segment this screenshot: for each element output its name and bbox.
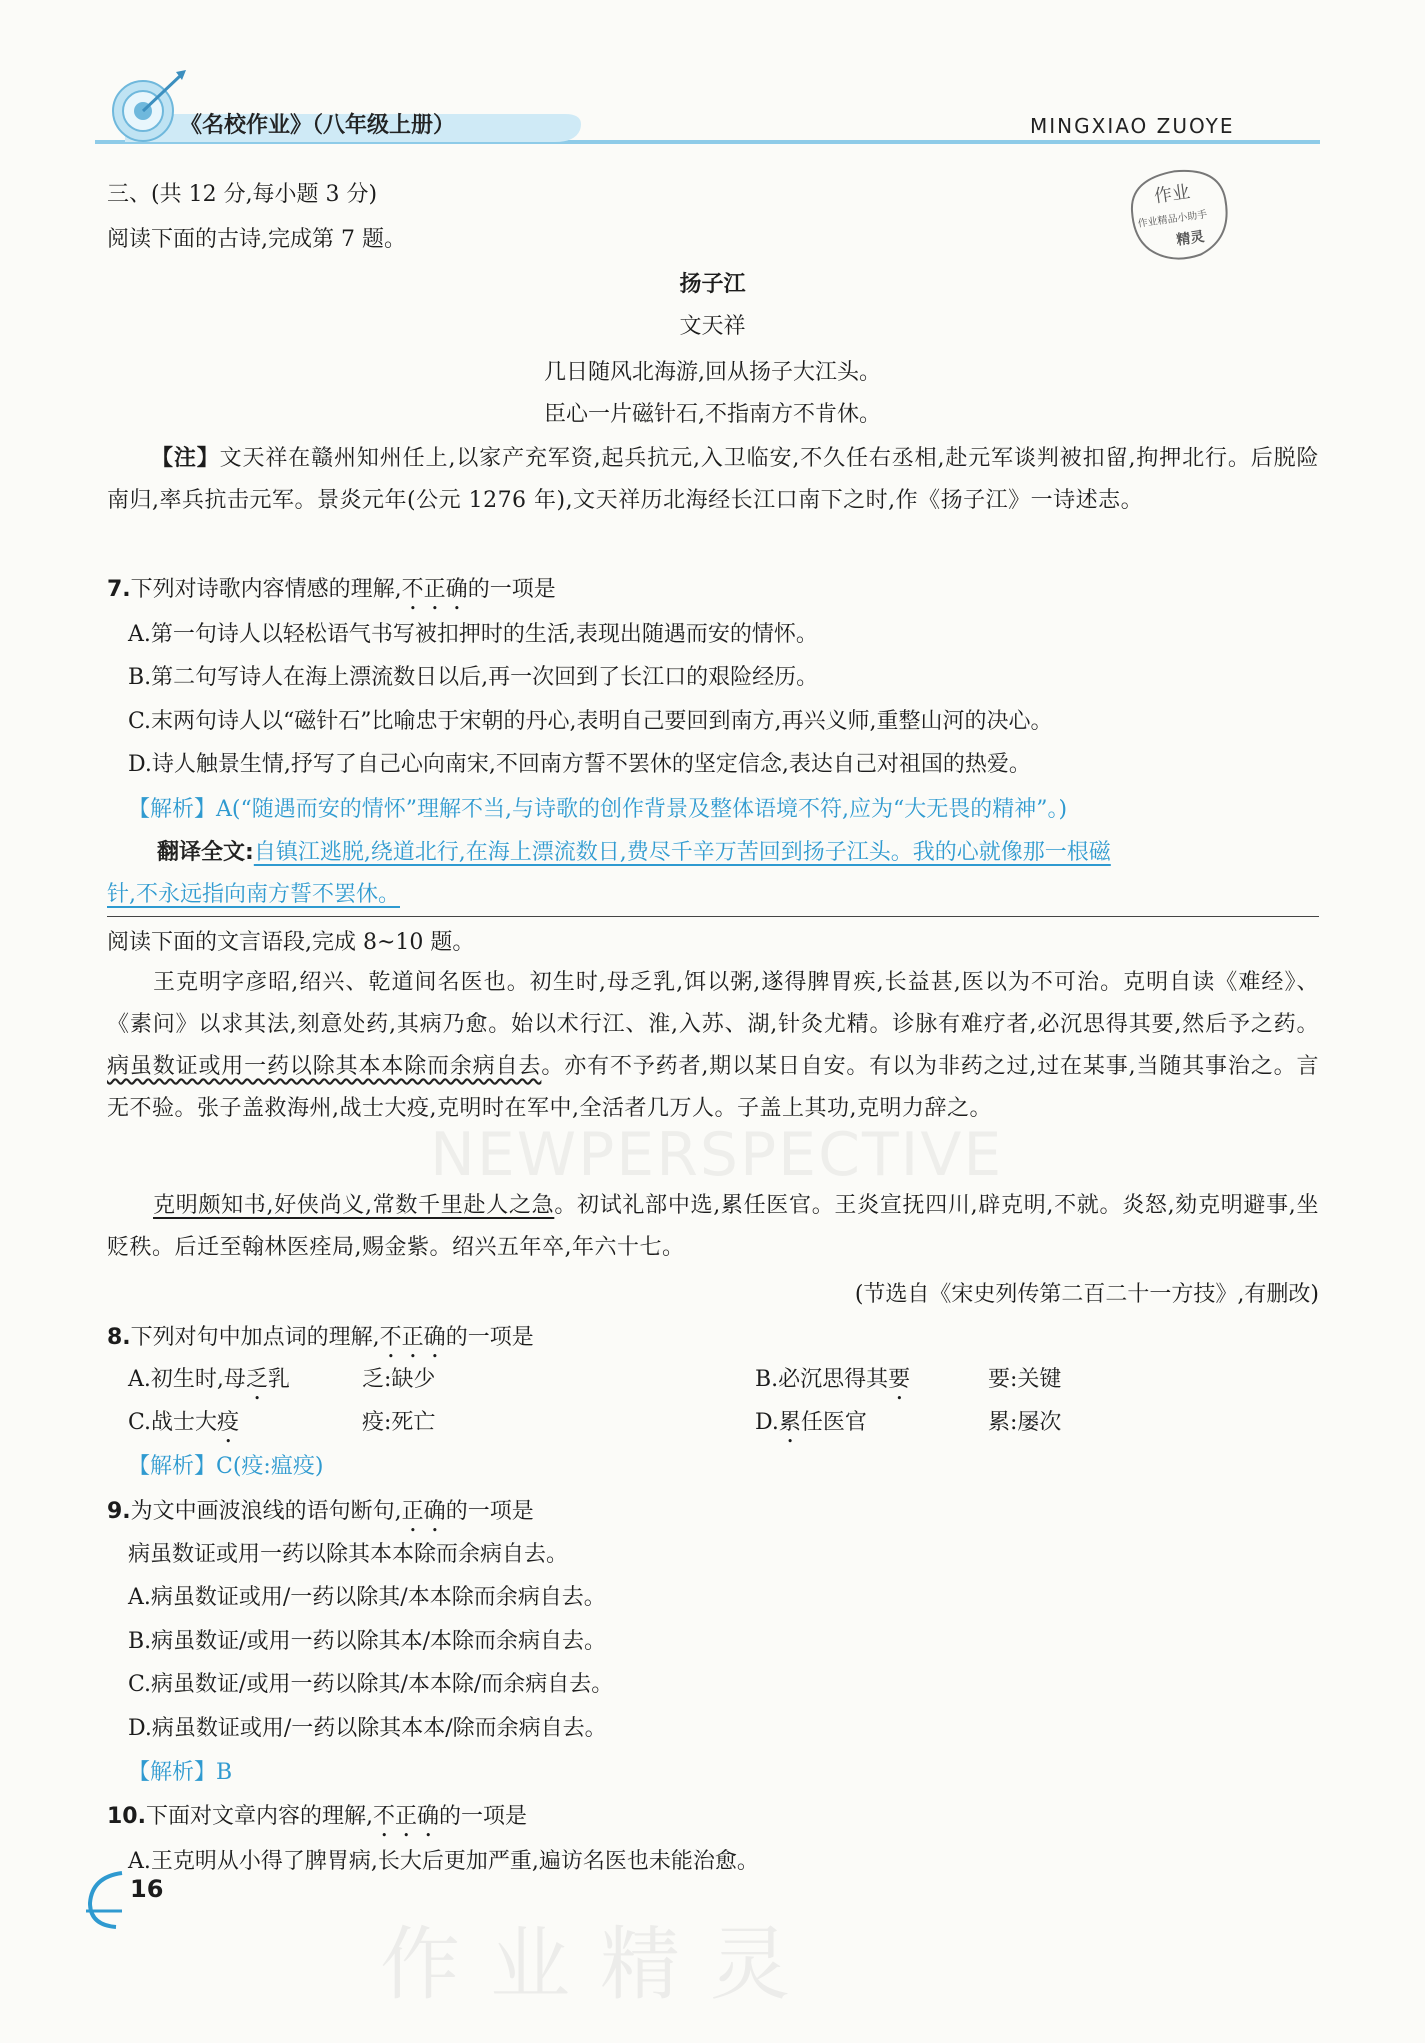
q10-number: 10.	[107, 1804, 146, 1829]
translation-line-1	[157, 838, 1111, 868]
underlined-sentence: 克明颇知书,好侠尚义,常数千里赴人之急	[153, 1193, 555, 1218]
q7-option-a: A.第一句诗人以轻松语气书写被扣押时的生活,表现出随遇而安的情怀。	[128, 622, 818, 647]
page-number: 16	[130, 1875, 164, 1903]
emphasis-dots: 不正确	[379, 1325, 446, 1350]
emphasis-dots: 不正确	[372, 1804, 439, 1829]
stamp-bottom: 精灵	[1175, 228, 1206, 249]
q8-option-d: D.累任医官	[755, 1410, 867, 1435]
watermark-chars: 作业精灵	[380, 1918, 820, 2011]
q10-option-a: A.王克明从小得了脾胃病,长大后更加严重,遍访名医也未能治愈。	[128, 1849, 759, 1874]
header-title: 《名校作业》（八年级上册）	[180, 113, 456, 138]
q8-gloss-c: 疫:死亡	[362, 1410, 436, 1435]
poem-author: 文天祥	[679, 314, 746, 339]
stamp-top: 作业	[1152, 181, 1192, 208]
q9-option-a: A.病虽数证或用/一药以除其/本本除而余病自去。	[128, 1585, 606, 1610]
poem-line-1: 几日随风北海游,回从扬子大江头。	[544, 360, 881, 385]
passage-source: (节选自《宋史列传第二百二十一方技》,有删改)	[854, 1282, 1319, 1307]
q8-analysis: 【解析】C(疫:瘟疫)	[128, 1454, 324, 1479]
q10-stem: 10.下面对文章内容的理解,不正确的一项是	[107, 1804, 528, 1829]
q7-number: 7.	[107, 577, 131, 602]
passage-intro: 阅读下面的文言语段,完成 8~10 题。	[107, 930, 475, 955]
q9-stem: 9.为文中画波浪线的语句断句,正确的一项是	[107, 1499, 534, 1524]
q8-number: 8.	[107, 1325, 131, 1350]
emphasis-dots: 正确	[401, 1499, 446, 1524]
passage-paragraph-1: 王克明字彦昭,绍兴、乾道间名医也。初生时,母乏乳,饵以粥,遂得脾胃疾,长益甚,医以为不可治。克明自读《难经》、《素问》以求其法,刻意处药,其病乃愈。始以术行江、淮,入苏、湖,针灸尤精。诊脉有难疗者,必沉思得其要,然后予之药。病虽数证或用一药以除其本本除而余病自去。亦有不予药者,期以某日自安。有以为非药之过,过在某事,当随其事治之。言无不验。张子盖救海州,战士大疫,克明时在军中,全活者几万人。子盖上其功,克明力辞之。	[107, 970, 1319, 1121]
emphasis-dots: 不正确	[401, 577, 468, 602]
q8-option-b: B.必沉思得其要	[755, 1367, 911, 1392]
q9-option-b: B.病虽数证/或用一药以除其本/本除而余病自去。	[128, 1629, 606, 1654]
page-header	[0, 0, 1425, 150]
note-text: 文天祥在赣州知州任上,以家产充军资,起兵抗元,入卫临安,不久任右丞相,赴元军谈判被扣留,拘押北行。后脱险南归,率兵抗击元军。景炎元年(公元 1276 年),文天祥历北海经长江口南下之时,作《扬子江》一诗述志。	[107, 446, 1319, 513]
stamp	[1119, 158, 1242, 272]
note-label: 【注】	[151, 446, 220, 471]
q9-option-c: C.病虽数证/或用一药以除其/本本除/而余病自去。	[128, 1672, 614, 1697]
poem-line-2: 臣心一片磁针石,不指南方不肯休。	[544, 402, 881, 427]
translation-line-2: 针,不永远指向南方誓不罢休。	[107, 882, 400, 907]
poem-title: 扬子江	[679, 272, 746, 297]
section-heading: 三、(共 12 分,每小题 3 分)	[107, 182, 378, 207]
target-logo-icon	[98, 66, 188, 146]
header-brand: MINGXIAO ZUOYE	[1030, 114, 1235, 138]
q7-option-b: B.第二句写诗人在海上漂流数日以后,再一次回到了长江口的艰险经历。	[128, 665, 819, 690]
q9-option-d: D.病虽数证或用/一药以除其本本/除而余病自去。	[128, 1716, 607, 1741]
translation-label: 翻译全文:	[157, 840, 254, 865]
passage-paragraph-2: 克明颇知书,好侠尚义,常数千里赴人之急。初试礼部中选,累任医官。王炎宣抚四川,辟克明,不就。炎怒,劾克明避事,坐贬秩。后迁至翰林医痊局,赐金紫。绍兴五年卒,年六十七。	[107, 1193, 1320, 1260]
q7-option-c: C.末两句诗人以“磁针石”比喻忠于宋朝的丹心,表明自己要回到南方,再兴义师,重整山河的决心。	[128, 709, 1053, 734]
q7-analysis: 【解析】A(“随遇而安的情怀”理解不当,与诗歌的创作背景及整体语境不符,应为“大无畏的精神”。)	[128, 797, 1068, 822]
q7-stem: 7.下列对诗歌内容情感的理解,不正确的一项是	[107, 577, 556, 602]
q8-gloss-a: 乏:缺少	[362, 1367, 436, 1392]
q8-option-c: C.战士大疫	[128, 1410, 240, 1435]
q9-number: 9.	[107, 1499, 131, 1524]
q8-option-a: A.初生时,母乏乳	[128, 1367, 290, 1392]
q8-stem: 8.下列对句中加点词的理解,不正确的一项是	[107, 1325, 534, 1350]
translation-text-1: 自镇江逃脱,绕道北行,在海上漂流数日,费尽千辛万苦回到扬子江头。我的心就像那一根磁	[253, 840, 1111, 865]
watermark-latin: NEWPERSPECTIVE	[430, 1120, 1004, 1190]
q7-option-d: D.诗人触景生情,抒写了自己心向南宋,不回南方誓不罢休的坚定信念,表达自己对祖国的热爱。	[128, 752, 1031, 777]
section-intro: 阅读下面的古诗,完成第 7 题。	[107, 227, 406, 252]
stamp-middle: 作业精品小助手	[1137, 209, 1208, 230]
q8-gloss-d: 累:屡次	[988, 1410, 1062, 1435]
q9-sentence: 病虽数证或用一药以除其本本除而余病自去。	[128, 1542, 569, 1567]
q9-analysis: 【解析】B	[128, 1760, 233, 1785]
q8-gloss-b: 要:关键	[988, 1367, 1062, 1392]
poem-note	[107, 438, 1319, 522]
wavy-sentence: 病虽数证或用一药以除其本本除而余病自去	[107, 1054, 542, 1079]
translation-box	[107, 832, 1319, 917]
